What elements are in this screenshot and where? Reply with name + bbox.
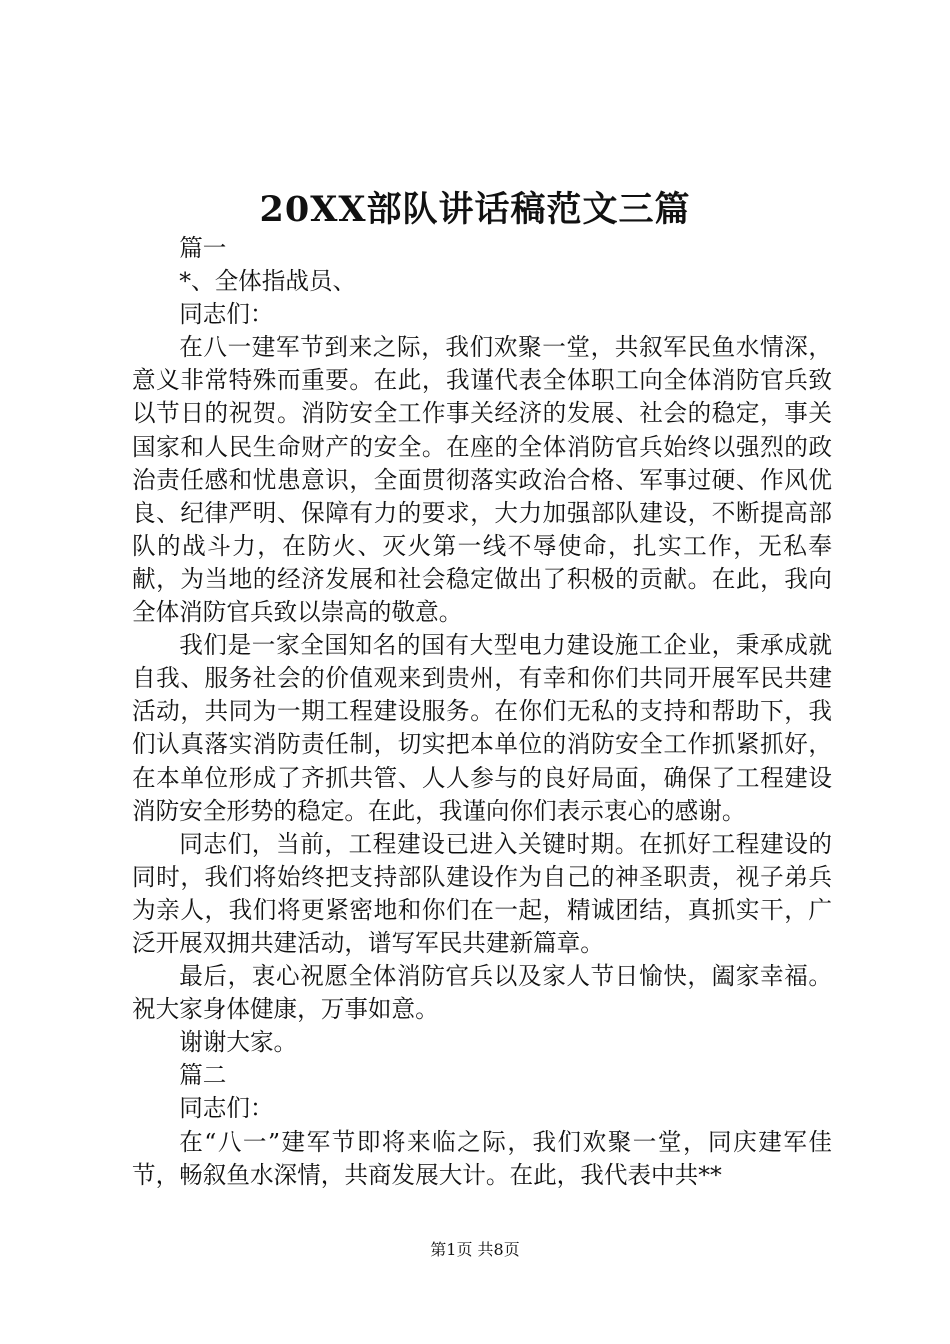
body-paragraph: 我们是一家全国知名的国有大型电力建设施工企业，秉承成就自我、服务社会的价值观来到贵州，有幸和你们共同开展军民共建活动，共同为一期工程建设服务。在你们无私的支持和帮助下，我们认真落实消防责任制，切实把本单位的消防安全工作抓紧抓好，在本单位形成了齐抓共管、人人参与的良好局面，确保了工程建设消防安全形势的稳定。在此，我谨向你们表示衷心的感谢。 — [132, 631, 832, 825]
closing-thanks: 谢谢大家。 — [179, 1028, 298, 1057]
body-paragraph: 最后，衷心祝愿全体消防官兵以及家人节日愉快，阖家幸福。祝大家身体健康，万事如意。 — [132, 962, 832, 1024]
body-paragraph: 同志们，当前，工程建设已进入关键时期。在抓好工程建设的同时，我们将始终把支持部队建设作为自己的神圣职责，视子弟兵为亲人，我们将更紧密地和你们在一起，精诚团结，真抓实干，广泛开展双拥共建活动，谱写军民共建新篇章。 — [132, 829, 832, 957]
body-paragraph: 在“八一”建军节即将来临之际，我们欢聚一堂，同庆建军佳节，畅叙鱼水深情，共商发展大计。在此，我代表中共** — [132, 1127, 832, 1189]
document-body — [132, 232, 832, 1192]
section-heading-2: 篇二 — [179, 1061, 227, 1090]
document-title: 20XX部队讲话稿范文三篇 — [259, 189, 691, 230]
section-heading-1: 篇一 — [179, 234, 227, 262]
salutation-line: *、全体指战员、 — [179, 267, 357, 296]
page-footer: 第1页 共8页 — [430, 1240, 520, 1259]
salutation-comrades: 同志们： — [179, 300, 274, 329]
salutation-comrades: 同志们： — [179, 1094, 274, 1123]
body-paragraph: 在八一建军节到来之际，我们欢聚一堂，共叙军民鱼水情深，意义非常特殊而重要。在此，我谨代表全体职工向全体消防官兵致以节日的祝贺。消防安全工作事关经济的发展、社会的稳定，事关国家和人民生命财产的安全。在座的全体消防官兵始终以强烈的政治责任感和忧患意识，全面贯彻落实政治合格、军事过硬、作风优良、纪律严明、保障有力的要求，大力加强部队建设，不断提高部队的战斗力，在防火、灭火第一线不辱使命，扎实工作，无私奉献，为当地的经济发展和社会稳定做出了积极的贡献。在此，我向全体消防官兵致以崇高的敬意。 — [132, 333, 832, 627]
